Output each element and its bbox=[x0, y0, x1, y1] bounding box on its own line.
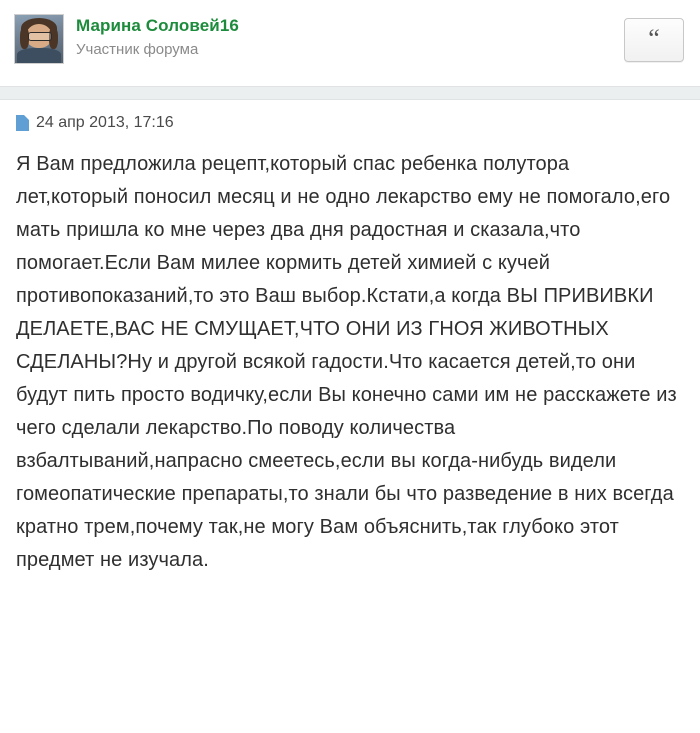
post-date-row bbox=[0, 100, 700, 142]
header-separator bbox=[0, 86, 700, 100]
author-block bbox=[76, 14, 624, 60]
avatar[interactable] bbox=[14, 14, 64, 64]
post-header bbox=[0, 0, 700, 86]
quote-button[interactable]: “ bbox=[624, 18, 684, 62]
avatar-glasses-shape bbox=[28, 32, 52, 41]
post-bottom-edge bbox=[0, 725, 700, 733]
avatar-body-shape bbox=[17, 48, 61, 64]
author-name[interactable]: Марина Соловей16 bbox=[76, 16, 239, 35]
post-message-text: Я Вам предложила рецепт,который спас ребенка полутора лет,который поносил месяц и не одно лекарство ему не помогало,его мать пришла ко мне через два дня радостная и сказала,что помогает.Если Вам милее кормить детей химией с кучей противопоказаний,то это Ваш выбор.Кстати,а когда ВЫ ПРИВИВКИ ДЕЛАЕТЕ,ВАС НЕ СМУЩАЕТ,ЧТО ОНИ ИЗ ГНОЯ ЖИВОТНЫХ СДЕЛАНЫ?Ну и другой всякой гадости.Что касается детей,то они будут пить просто водичку,если Вы конечно сами им не расскажете из чего сделали лекарство.По поводу количества взбалтываний,напрасно смеетесь,если вы когда-нибудь видели гомеопатические препараты,то знали бы что разведение в них всегда кратно трем,почему так,не могу Вам объяснить,так глубоко этот предмет не изучала. bbox=[16, 153, 677, 571]
post-timestamp: 24 апр 2013, 17:16 bbox=[36, 114, 174, 131]
post-body bbox=[0, 142, 700, 577]
page-icon bbox=[16, 115, 29, 131]
author-role: Участник форума bbox=[76, 41, 199, 58]
